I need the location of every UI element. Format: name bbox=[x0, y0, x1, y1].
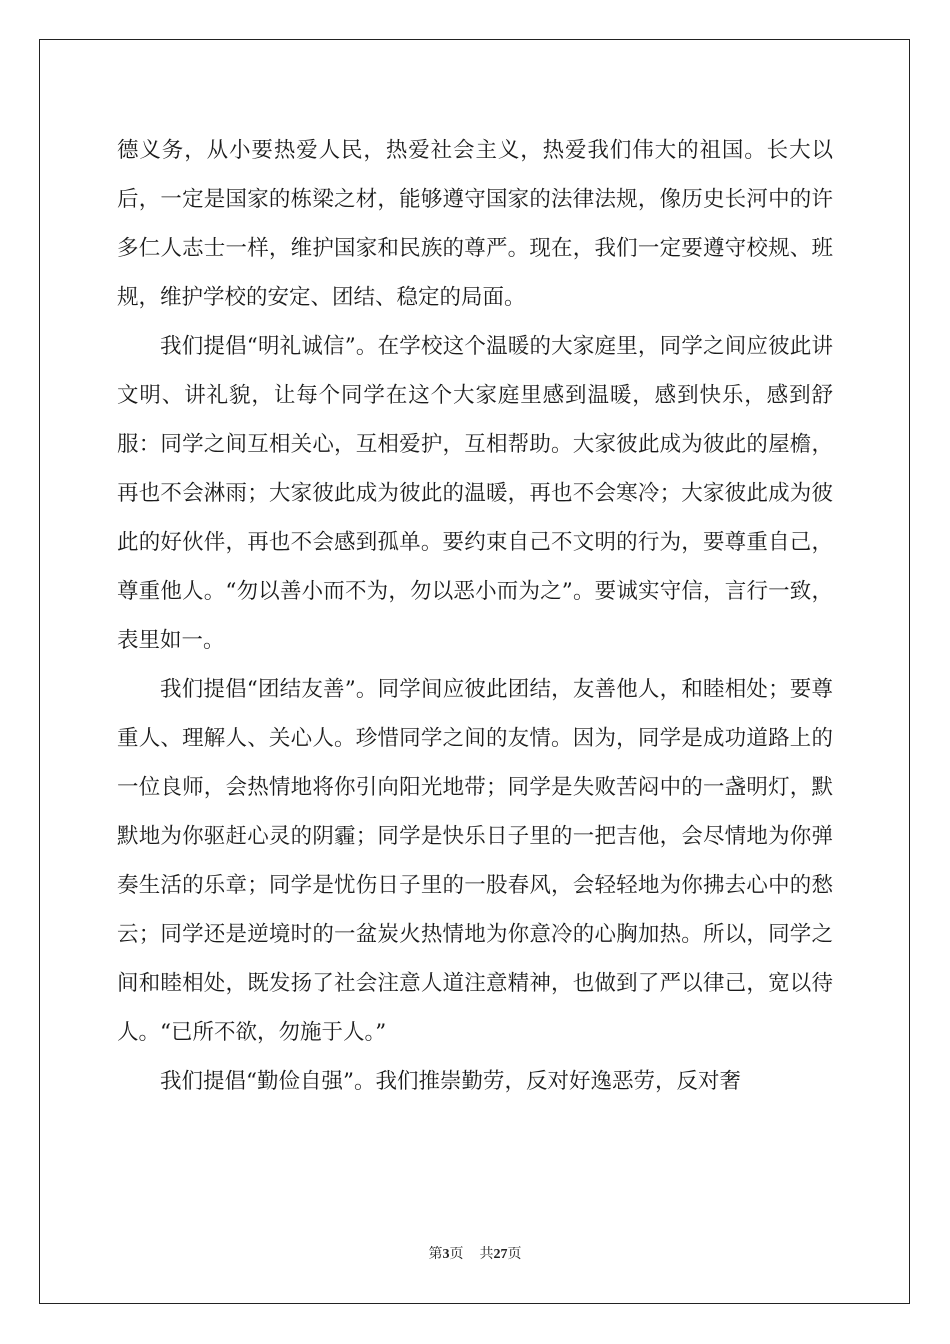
page-prefix: 第 bbox=[428, 1247, 443, 1262]
total-prefix: 共 bbox=[479, 1247, 494, 1262]
page-suffix: 页 bbox=[449, 1247, 464, 1262]
total-pages: 27 bbox=[493, 1247, 508, 1262]
total-suffix: 页 bbox=[507, 1247, 522, 1262]
paragraph-2: 我们提倡“明礼诚信”。在学校这个温暖的大家庭里，同学之间应彼此讲文明、讲礼貌，让每个同学在这个大家庭里感到温暖，感到快乐，感到舒服：同学之间互相关心，互相爱护，互相帮助。大家彼此成为彼此的屋檐，再也不会淋雨；大家彼此成为彼此的温暖，再也不会寒冷；大家彼此成为彼此的好伙伴，再也不会感到孤单。要约束自己不文明的行为，要尊重自己，尊重他人。“勿以善小而不为，勿以恶小而为之”。要诚实守信，言行一致，表里如一。 bbox=[117, 334, 833, 653]
page-footer bbox=[0, 1245, 950, 1265]
page-number: 3 bbox=[442, 1247, 450, 1262]
paragraph-4: 我们提倡“勤俭自强”。我们推崇勤劳，反对好逸恶劳，反对奢 bbox=[160, 1069, 741, 1094]
paragraph-1: 德义务，从小要热爱人民，热爱社会主义，热爱我们伟大的祖国。长大以后，一定是国家的栋梁之材，能够遵守国家的法律法规，像历史长河中的许多仁人志士一样，维护国家和民族的尊严。现在，我们一定要遵守校规、班规，维护学校的安定、团结、稳定的局面。 bbox=[117, 138, 833, 310]
paragraph-3: 我们提倡“团结友善”。同学间应彼此团结，友善他人，和睦相处；要尊重人、理解人、关心人。珍惜同学之间的友情。因为，同学是成功道路上的一位良师，会热情地将你引向阳光地带；同学是失败苦闷中的一盏明灯，默默地为你驱赶心灵的阴霾；同学是快乐日子里的一把吉他，会尽情地为你弹奏生活的乐章；同学是忧伤日子里的一股春风，会轻轻地为你拂去心中的愁云；同学还是逆境时的一盆炭火热情地为你意冷的心胸加热。所以，同学之间和睦相处，既发扬了社会注意人道注意精神，也做到了严以律己，宽以待人。“已所不欲，勿施于人。” bbox=[117, 677, 833, 1045]
document-body bbox=[117, 126, 833, 1106]
